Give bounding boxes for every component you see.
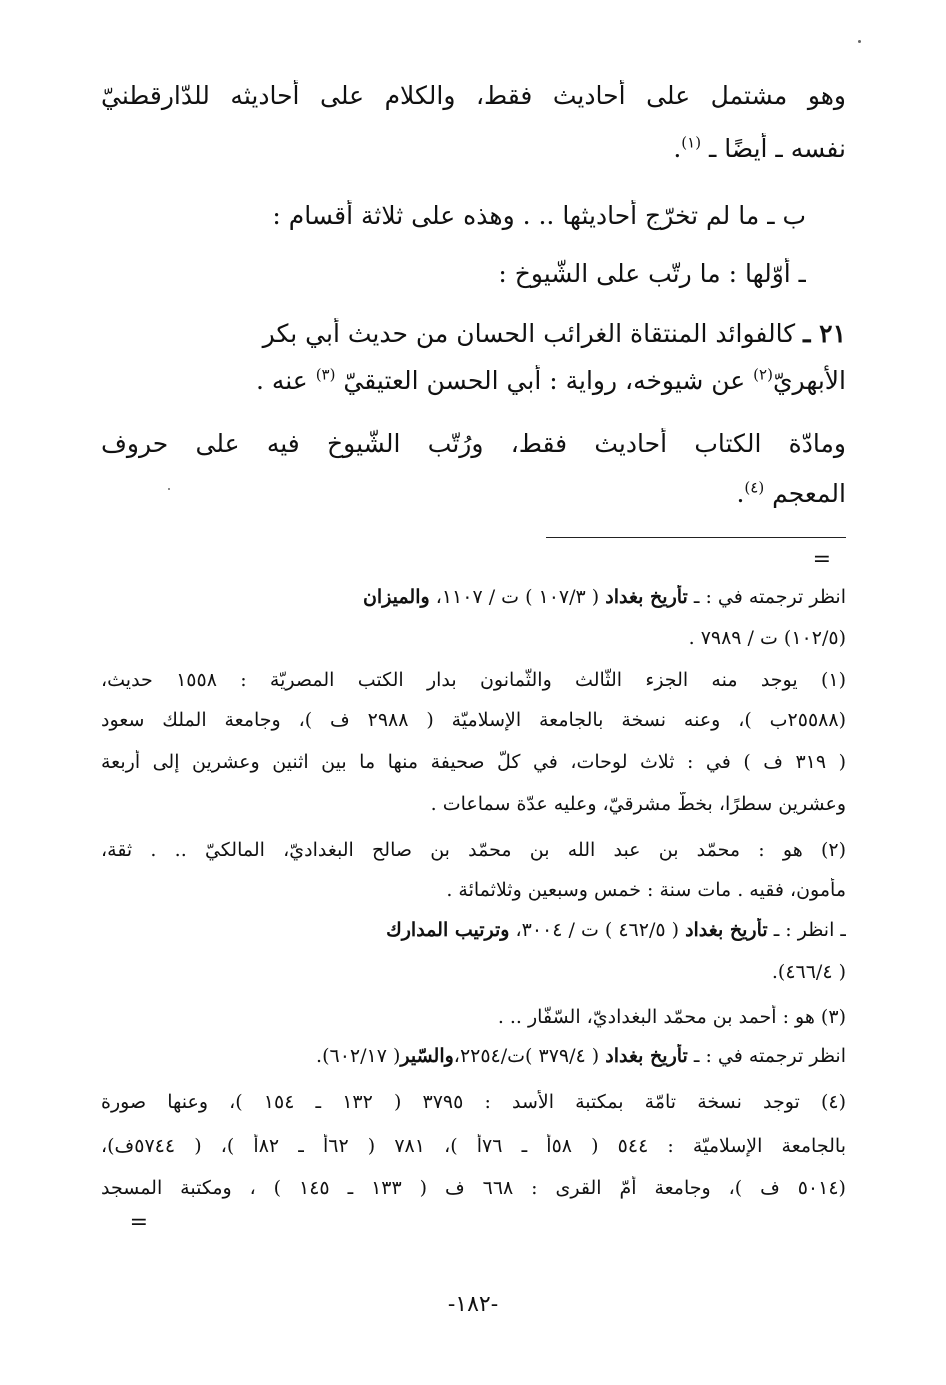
footnote-1-line-3: ( ٣١٩ ف ) في : ثلاث لوحات، في كلّ صحيفة منها ما بين اثنين وعشرين إلى أربعة	[101, 751, 846, 773]
footnote-ref-3[interactable]: (٣)	[315, 365, 336, 384]
main-line-3: ب ـ ما لم تخرّج أحاديثها .. . وهذه على ثلاثة أقسام :	[272, 201, 806, 230]
item-number: ٢١ ـ	[803, 319, 846, 348]
footnote-1-line-2: (٢٥٥٨٨ب )، وعنه نسخة بالجامعة الإسلاميّة ( ٢٩٨٨ ف )، وجامعة الملك سعود	[101, 709, 846, 731]
footnote-4-line-1: (٤) توجد نسخة تامّة بمكتبة الأسد : ٣٧٩٥ ( ١٣٢ ـ ١٥٤ )، وعنها صورة	[101, 1091, 846, 1113]
footnote-4-line-2: بالجامعة الإسلاميّة : ٥٤٤ ( ٥٨أ ـ ٧٦أ )، ٧٨١ ( ٦٢أ ـ ٨٢أ )، ( ٥٧٤٤ف)،	[101, 1135, 846, 1157]
footnote-4-line-3: (٥٠١٤ ف )، وجامعة أمّ القرى : ٦٦٨ ف ( ١٣٣ ـ ١٤٥ ) ، ومكتبة المسجد	[101, 1177, 846, 1199]
scan-speck	[168, 488, 170, 490]
main-line-5: ٢١ ـ كالفوائد المنتقاة الغرائب الحسان من حديث أبي بكر	[262, 319, 846, 348]
footnote-2-line-1: (٢) هو : محمّد بن عبد الله بن محمّد بن صالح البغداديّ، المالكيّ .. . ثقة،	[101, 839, 846, 861]
footnote-1-line-4: وعشرين سطرًا، بخطّ مشرقيّ، وعليه عدّة سماعات .	[430, 793, 846, 815]
footnote-separator	[546, 537, 846, 538]
footnote-continued-line-2: (١٠٢/٥) ت / ٧٩٨٩ .	[688, 627, 846, 649]
footnote-ref-2[interactable]: (٢)	[753, 365, 773, 384]
footnote-ref-1[interactable]: (١)	[681, 133, 702, 152]
main-line-6: الأبهريّ$^{(٢)}$ عن شيوخه، رواية : أبي الحسن العتيقيّ $^{(٣)}$ عنه .	[255, 365, 846, 395]
continuation-mark-bottom: =	[129, 1210, 148, 1235]
main-line-2: نفسه ـ أيضًا ـ $^{(١)}$.	[673, 133, 846, 163]
footnote-1-line-1: (١) يوجد منه الجزء الثّالث والثّمانون بدار الكتب المصريّة : ١٥٥٨ حديث،	[101, 669, 846, 691]
scan-speck	[858, 40, 861, 43]
footnote-2-line-4: ( ٤٦٦/٤).	[771, 961, 846, 983]
footnote-3-line-2: انظر ترجمته في : ـ تأريخ بغداد ( ٣٧٩/٤ )ت/٢٢٥٤،والسّير( ٦٠٢/١٧).	[316, 1045, 846, 1067]
main-line-4: ـ أوّلها : ما رتّب على الشّيوخ :	[498, 259, 806, 288]
footnote-2-line-2: مأمون، فقيه . مات سنة : خمس وسبعين وثلاثمائة .	[446, 879, 846, 901]
footnote-continued-line-1: انظر ترجمته في : ـ تأريخ بغداد ( ١٠٧/٣ ) ت / ١١٠٧، والميزان	[362, 586, 846, 608]
main-line-1: وهو مشتمل على أحاديث فقط، والكلام على أحاديثه للدّارقطنيّ	[101, 81, 846, 110]
footnote-ref-4[interactable]: (٤)	[744, 478, 765, 497]
footnote-2-line-3: ـ انظر : ـ تأريخ بغداد ( ٤٦٢/٥ ) ت / ٣٠٠٤، وترتيب المدارك	[386, 919, 846, 941]
continuation-mark-top: =	[812, 547, 831, 572]
page-number: -١٨٢-	[447, 1292, 499, 1317]
main-line-7: ومادّة الكتاب أحاديث فقط، ورُتّب الشّيوخ فيه على حروف	[101, 429, 846, 458]
main-line-8: المعجم $^{(٤)}$.	[736, 478, 846, 508]
footnote-3-line-1: (٣) هو : أحمد بن محمّد البغداديّ، السّفّار .. .	[497, 1006, 846, 1028]
